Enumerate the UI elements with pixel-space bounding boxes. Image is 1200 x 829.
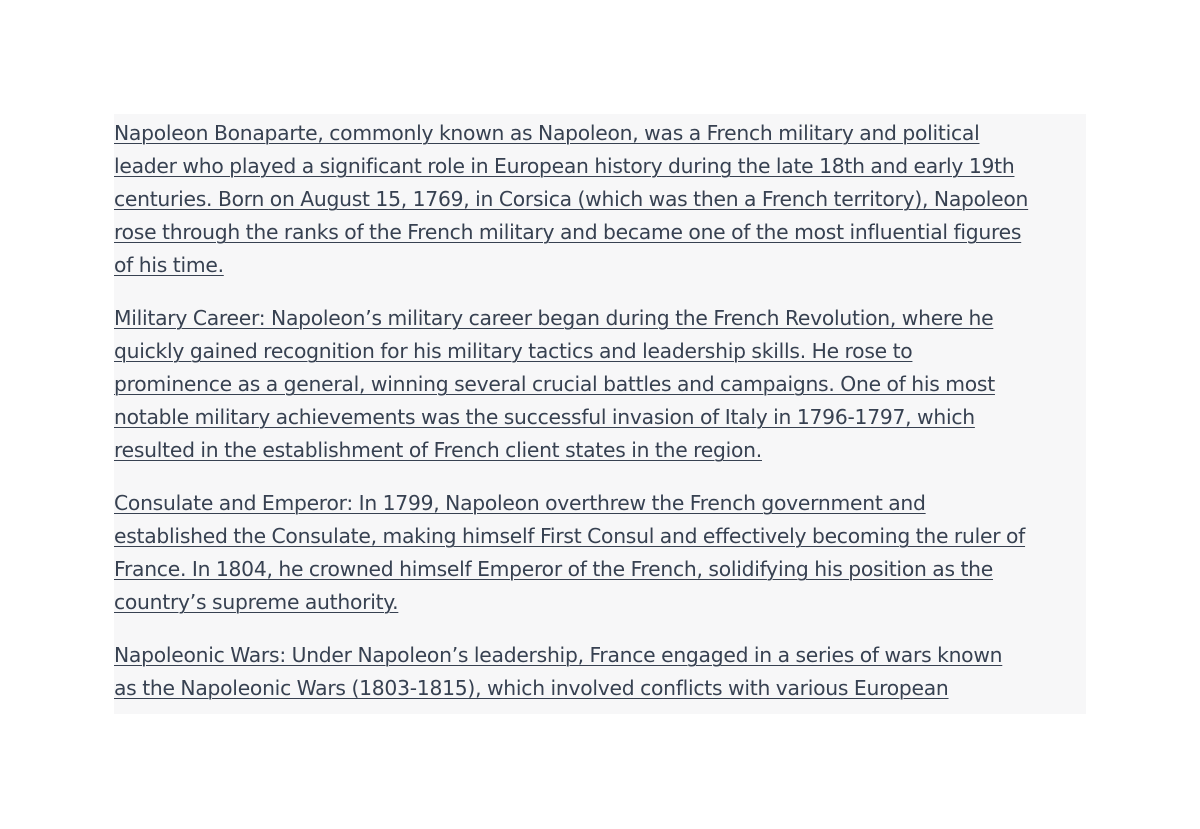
text-line: Consulate and Emperor: In 1799, Napoleon overthrew the French government and — [114, 491, 926, 515]
paragraph-military-career[interactable] — [114, 302, 1086, 467]
text-line: Napoleon Bonaparte, commonly known as Napoleon, was a French military and political — [114, 121, 980, 145]
text-line: rose through the ranks of the French military and became one of the most influential figures — [114, 220, 1022, 244]
text-line: resulted in the establishment of French client states in the region. — [114, 438, 762, 462]
text-line: as the Napoleonic Wars (1803-1815), which involved conflicts with various European — [114, 676, 949, 700]
text-line: established the Consulate, making himself First Consul and effectively becoming the ruler of — [114, 524, 1026, 548]
text-line: quickly gained recognition for his military tactics and leadership skills. He rose to — [114, 339, 913, 363]
text-line: of his time. — [114, 253, 224, 277]
text-line: leader who played a significant role in European history during the late 18th and early 19th — [114, 154, 1015, 178]
text-line: Military Career: Napoleon’s military career began during the French Revolution, where he — [114, 306, 994, 330]
text-line: prominence as a general, winning several crucial battles and campaigns. One of his most — [114, 372, 995, 396]
text-line: Napoleonic Wars: Under Napoleon’s leadership, France engaged in a series of wars known — [114, 643, 1003, 667]
text-block — [114, 114, 1086, 714]
paragraph-napoleonic-wars[interactable] — [114, 639, 1086, 705]
text-line: France. In 1804, he crowned himself Emperor of the French, solidifying his position as the — [114, 557, 994, 581]
text-line: country’s supreme authority. — [114, 590, 399, 614]
text-line: notable military achievements was the successful invasion of Italy in 1796-1797, which — [114, 405, 975, 429]
text-line: centuries. Born on August 15, 1769, in Corsica (which was then a French territory), Napoleon — [114, 187, 1029, 211]
paragraph-consulate-emperor[interactable] — [114, 487, 1086, 619]
paragraph-intro[interactable] — [114, 117, 1086, 282]
